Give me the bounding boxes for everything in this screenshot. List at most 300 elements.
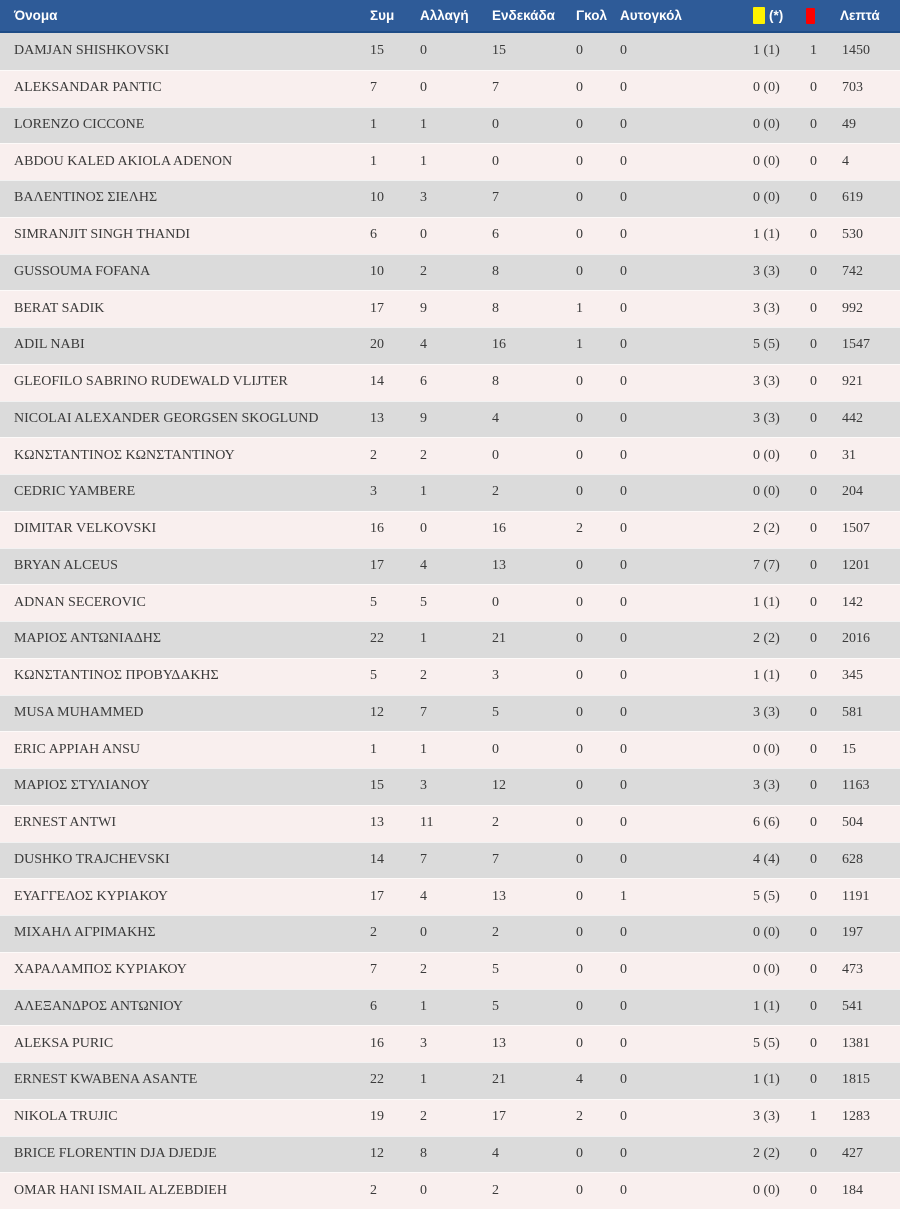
player-name[interactable]: OMAR HANI ISMAIL ALZEBDIEH — [14, 1182, 227, 1198]
cell-sub_in: 9 — [420, 410, 427, 426]
table-body — [0, 33, 900, 1209]
cell-minutes: 345 — [842, 668, 863, 684]
cell-goals: 0 — [576, 631, 583, 647]
cell-own_goals: 0 — [620, 1109, 627, 1125]
cell-starting: 17 — [492, 1109, 506, 1125]
cell-yellow: 5 (5) — [753, 337, 780, 353]
cell-starting: 0 — [492, 447, 499, 463]
table-row — [0, 878, 900, 915]
cell-apps: 5 — [370, 594, 377, 610]
player-name[interactable]: ΜΑΡΙΟΣ ΣΤΥΛΙΑΝΟΥ — [14, 778, 150, 794]
cell-goals: 1 — [576, 300, 583, 316]
cell-apps: 19 — [370, 1109, 384, 1125]
player-name[interactable]: ΧΑΡΑΛΑΜΠΟΣ ΚΥΡΙΑΚΟΥ — [14, 962, 187, 978]
cell-starting: 15 — [492, 43, 506, 59]
player-name[interactable]: BRYAN ALCEUS — [14, 557, 118, 573]
cell-starting: 4 — [492, 410, 499, 426]
cell-sub_in: 2 — [420, 962, 427, 978]
cell-goals: 0 — [576, 778, 583, 794]
table-row — [0, 1025, 900, 1062]
cell-apps: 3 — [370, 484, 377, 500]
cell-minutes: 1283 — [842, 1109, 870, 1125]
cell-red: 0 — [810, 741, 817, 757]
player-name[interactable]: ΜΑΡΙΟΣ ΑΝΤΩΝΙΑΔΗΣ — [14, 631, 162, 647]
cell-goals: 1 — [576, 337, 583, 353]
cell-sub_in: 4 — [420, 337, 427, 353]
cell-sub_in: 1 — [420, 1072, 427, 1088]
table-row — [0, 143, 900, 180]
cell-yellow: 3 (3) — [753, 410, 780, 426]
cell-apps: 22 — [370, 631, 384, 647]
cell-apps: 5 — [370, 668, 377, 684]
cell-minutes: 742 — [842, 263, 863, 279]
cell-own_goals: 0 — [620, 962, 627, 978]
cell-minutes: 2016 — [842, 631, 870, 647]
cell-minutes: 473 — [842, 962, 863, 978]
cell-red: 0 — [810, 851, 817, 867]
cell-apps: 2 — [370, 1182, 377, 1198]
cell-goals: 0 — [576, 227, 583, 243]
cell-yellow: 0 (0) — [753, 962, 780, 978]
cell-apps: 10 — [370, 190, 384, 206]
cell-goals: 0 — [576, 704, 583, 720]
cell-red: 1 — [810, 43, 817, 59]
cell-own_goals: 0 — [620, 43, 627, 59]
cell-yellow: 0 (0) — [753, 1182, 780, 1198]
column-header-minutes[interactable]: Λεπτά — [840, 8, 880, 23]
cell-yellow: 0 (0) — [753, 484, 780, 500]
player-name[interactable]: GLEOFILO SABRINO RUDEWALD VLIJTER — [14, 374, 288, 390]
cell-sub_in: 2 — [420, 447, 427, 463]
cell-own_goals: 0 — [620, 815, 627, 831]
cell-starting: 0 — [492, 594, 499, 610]
cell-own_goals: 0 — [620, 778, 627, 794]
cell-apps: 17 — [370, 888, 384, 904]
cell-starting: 8 — [492, 374, 499, 390]
player-name[interactable]: ALEKSANDAR PANTIC — [14, 80, 162, 96]
cell-goals: 0 — [576, 1182, 583, 1198]
cell-apps: 13 — [370, 410, 384, 426]
cell-starting: 2 — [492, 925, 499, 941]
cell-goals: 0 — [576, 962, 583, 978]
cell-minutes: 992 — [842, 300, 863, 316]
cell-apps: 14 — [370, 851, 384, 867]
cell-minutes: 31 — [842, 447, 856, 463]
cell-sub_in: 7 — [420, 851, 427, 867]
cell-red: 0 — [810, 80, 817, 96]
player-name[interactable]: CEDRIC YAMBERE — [14, 484, 136, 500]
cell-own_goals: 0 — [620, 1035, 627, 1051]
cell-red: 0 — [810, 778, 817, 794]
cell-minutes: 184 — [842, 1182, 863, 1198]
cell-own_goals: 0 — [620, 447, 627, 463]
cell-starting: 16 — [492, 521, 506, 537]
cell-sub_in: 11 — [420, 815, 434, 831]
player-name[interactable]: LORENZO CICCONE — [14, 116, 145, 132]
cell-red: 0 — [810, 190, 817, 206]
red-card-icon — [806, 8, 815, 24]
cell-sub_in: 0 — [420, 227, 427, 243]
table-row — [0, 364, 900, 401]
cell-apps: 6 — [370, 227, 377, 243]
player-name[interactable]: ADNAN SECEROVIC — [14, 594, 146, 610]
cell-red: 0 — [810, 962, 817, 978]
cell-goals: 0 — [576, 851, 583, 867]
player-name[interactable]: GUSSOUMA FOFANA — [14, 263, 151, 279]
cell-sub_in: 3 — [420, 778, 427, 794]
cell-apps: 6 — [370, 998, 377, 1014]
column-header-own_goals[interactable]: Αυτογκόλ — [620, 8, 682, 23]
player-name[interactable]: BERAT SADIK — [14, 300, 105, 316]
cell-apps: 12 — [370, 1145, 384, 1161]
table-row — [0, 915, 900, 952]
table-row — [0, 1172, 900, 1209]
cell-goals: 0 — [576, 410, 583, 426]
cell-yellow: 1 (1) — [753, 227, 780, 243]
cell-yellow: 3 (3) — [753, 704, 780, 720]
cell-sub_in: 0 — [420, 1182, 427, 1198]
cell-minutes: 49 — [842, 116, 856, 132]
cell-sub_in: 9 — [420, 300, 427, 316]
cell-yellow: 1 (1) — [753, 668, 780, 684]
cell-red: 0 — [810, 925, 817, 941]
cell-sub_in: 0 — [420, 80, 427, 96]
player-name[interactable]: NICOLAI ALEXANDER GEORGSEN SKOGLUND — [14, 410, 319, 426]
cell-apps: 12 — [370, 704, 384, 720]
cell-own_goals: 0 — [620, 521, 627, 537]
cell-own_goals: 0 — [620, 374, 627, 390]
cell-yellow: 3 (3) — [753, 374, 780, 390]
cell-goals: 0 — [576, 80, 583, 96]
cell-minutes: 628 — [842, 851, 863, 867]
cell-goals: 0 — [576, 888, 583, 904]
cell-red: 0 — [810, 447, 817, 463]
cell-minutes: 541 — [842, 998, 863, 1014]
cell-goals: 0 — [576, 741, 583, 757]
cell-sub_in: 7 — [420, 704, 427, 720]
cell-starting: 8 — [492, 263, 499, 279]
cell-red: 0 — [810, 1145, 817, 1161]
cell-own_goals: 0 — [620, 410, 627, 426]
cell-red: 0 — [810, 263, 817, 279]
table-row — [0, 658, 900, 695]
cell-yellow: 0 (0) — [753, 190, 780, 206]
cell-own_goals: 0 — [620, 190, 627, 206]
yellow-card-icon — [753, 7, 765, 24]
cell-apps: 15 — [370, 43, 384, 59]
cell-minutes: 1163 — [842, 778, 870, 794]
cell-starting: 21 — [492, 1072, 506, 1088]
column-header-goals[interactable]: Γκολ — [576, 8, 607, 23]
cell-red: 0 — [810, 521, 817, 537]
cell-red: 0 — [810, 1072, 817, 1088]
cell-starting: 13 — [492, 888, 506, 904]
cell-yellow: 7 (7) — [753, 557, 780, 573]
column-header-red[interactable] — [806, 8, 840, 24]
cell-goals: 4 — [576, 1072, 583, 1088]
cell-goals: 0 — [576, 1035, 583, 1051]
player-name[interactable]: ΕΥΑΓΓΕΛΟΣ ΚΥΡΙΑΚΟΥ — [14, 888, 168, 904]
cell-red: 0 — [810, 410, 817, 426]
table-row — [0, 584, 900, 621]
cell-apps: 15 — [370, 778, 384, 794]
cell-apps: 1 — [370, 153, 377, 169]
player-name[interactable]: ΜΙΧΑΗΛ ΑΓΡΙΜΑΚΗΣ — [14, 925, 156, 941]
cell-yellow: 1 (1) — [753, 1072, 780, 1088]
table-row — [0, 33, 900, 70]
table-row — [0, 254, 900, 291]
cell-yellow: 3 (3) — [753, 263, 780, 279]
cell-sub_in: 8 — [420, 1145, 427, 1161]
table-row — [0, 621, 900, 658]
cell-goals: 0 — [576, 557, 583, 573]
cell-own_goals: 0 — [620, 851, 627, 867]
cell-minutes: 504 — [842, 815, 863, 831]
table-header-row — [0, 0, 900, 33]
table-row — [0, 474, 900, 511]
cell-own_goals: 0 — [620, 704, 627, 720]
cell-starting: 2 — [492, 815, 499, 831]
column-header-label: (*) — [769, 8, 784, 23]
cell-goals: 0 — [576, 190, 583, 206]
player-name[interactable]: ADIL NABI — [14, 337, 85, 353]
cell-minutes: 4 — [842, 153, 849, 169]
player-name[interactable]: ABDOU KALED AKIOLA ADENON — [14, 153, 233, 169]
cell-red: 1 — [810, 1109, 817, 1125]
cell-minutes: 619 — [842, 190, 863, 206]
cell-minutes: 197 — [842, 925, 863, 941]
player-name[interactable]: DAMJAN SHISHKOVSKI — [14, 43, 170, 59]
table-row — [0, 842, 900, 879]
player-name[interactable]: ΚΩΝΣΤΑΝΤΙΝΟΣ ΚΩΝΣΤΑΝΤΙΝΟΥ — [14, 447, 235, 463]
cell-minutes: 15 — [842, 741, 856, 757]
column-header-sub_in[interactable]: Αλλαγή — [420, 8, 469, 23]
player-name[interactable]: NIKOLA TRUJIC — [14, 1109, 118, 1125]
column-header-name[interactable]: Όνομα — [14, 8, 58, 23]
cell-minutes: 921 — [842, 374, 863, 390]
cell-apps: 7 — [370, 80, 377, 96]
cell-red: 0 — [810, 1035, 817, 1051]
cell-red: 0 — [810, 557, 817, 573]
column-header-yellow[interactable] — [753, 7, 806, 24]
table-row — [0, 180, 900, 217]
cell-goals: 0 — [576, 594, 583, 610]
table-row — [0, 695, 900, 732]
cell-red: 0 — [810, 594, 817, 610]
cell-minutes: 204 — [842, 484, 863, 500]
cell-goals: 0 — [576, 668, 583, 684]
cell-red: 0 — [810, 888, 817, 904]
cell-red: 0 — [810, 374, 817, 390]
cell-starting: 4 — [492, 1145, 499, 1161]
cell-own_goals: 0 — [620, 153, 627, 169]
cell-yellow: 3 (3) — [753, 300, 780, 316]
cell-apps: 2 — [370, 925, 377, 941]
cell-own_goals: 0 — [620, 631, 627, 647]
player-name[interactable]: SIMRANJIT SINGH THANDI — [14, 227, 191, 243]
cell-own_goals: 0 — [620, 1072, 627, 1088]
cell-apps: 13 — [370, 815, 384, 831]
player-name[interactable]: ΑΛΕΞΑΝΔΡΟΣ ΑΝΤΩΝΙΟΥ — [14, 998, 184, 1014]
table-row — [0, 768, 900, 805]
player-name[interactable]: ΚΩΝΣΤΑΝΤΙΝΟΣ ΠΡΟΒΥΔΑΚΗΣ — [14, 668, 219, 684]
cell-starting: 13 — [492, 557, 506, 573]
cell-yellow: 2 (2) — [753, 521, 780, 537]
player-name[interactable]: ERNEST ANTWI — [14, 815, 117, 831]
cell-sub_in: 6 — [420, 374, 427, 390]
cell-starting: 0 — [492, 153, 499, 169]
cell-yellow: 0 (0) — [753, 925, 780, 941]
cell-yellow: 2 (2) — [753, 631, 780, 647]
cell-sub_in: 4 — [420, 557, 427, 573]
cell-red: 0 — [810, 704, 817, 720]
cell-apps: 10 — [370, 263, 384, 279]
cell-starting: 8 — [492, 300, 499, 316]
table-row — [0, 217, 900, 254]
cell-yellow: 3 (3) — [753, 778, 780, 794]
cell-sub_in: 4 — [420, 888, 427, 904]
cell-starting: 5 — [492, 704, 499, 720]
table-row — [0, 1136, 900, 1173]
cell-starting: 7 — [492, 190, 499, 206]
cell-yellow: 2 (2) — [753, 1145, 780, 1161]
cell-yellow: 6 (6) — [753, 815, 780, 831]
table-row — [0, 548, 900, 585]
table-row — [0, 805, 900, 842]
cell-goals: 0 — [576, 374, 583, 390]
cell-own_goals: 0 — [620, 557, 627, 573]
cell-red: 0 — [810, 153, 817, 169]
cell-starting: 16 — [492, 337, 506, 353]
player-name[interactable]: DIMITAR VELKOVSKI — [14, 521, 157, 537]
cell-sub_in: 2 — [420, 263, 427, 279]
cell-own_goals: 0 — [620, 80, 627, 96]
cell-minutes: 581 — [842, 704, 863, 720]
cell-yellow: 1 (1) — [753, 43, 780, 59]
cell-minutes: 1191 — [842, 888, 870, 904]
cell-starting: 7 — [492, 80, 499, 96]
cell-sub_in: 1 — [420, 153, 427, 169]
player-name[interactable]: ERIC APPIAH ANSU — [14, 741, 141, 757]
table-row — [0, 437, 900, 474]
player-name[interactable]: BRICE FLORENTIN DJA DJEDJE — [14, 1145, 217, 1161]
cell-yellow: 3 (3) — [753, 1109, 780, 1125]
table-row — [0, 511, 900, 548]
cell-goals: 2 — [576, 521, 583, 537]
cell-sub_in: 1 — [420, 116, 427, 132]
cell-apps: 1 — [370, 741, 377, 757]
player-name[interactable]: MUSA MUHAMMED — [14, 704, 144, 720]
cell-starting: 5 — [492, 962, 499, 978]
cell-starting: 12 — [492, 778, 506, 794]
cell-goals: 0 — [576, 925, 583, 941]
cell-apps: 16 — [370, 521, 384, 537]
player-name[interactable]: DUSHKO TRAJCHEVSKI — [14, 851, 170, 867]
cell-own_goals: 0 — [620, 227, 627, 243]
cell-sub_in: 1 — [420, 484, 427, 500]
cell-sub_in: 0 — [420, 43, 427, 59]
cell-yellow: 1 (1) — [753, 594, 780, 610]
cell-minutes: 1201 — [842, 557, 870, 573]
cell-minutes: 1507 — [842, 521, 870, 537]
cell-minutes: 142 — [842, 594, 863, 610]
cell-sub_in: 3 — [420, 1035, 427, 1051]
cell-starting: 0 — [492, 741, 499, 757]
cell-own_goals: 0 — [620, 741, 627, 757]
cell-own_goals: 0 — [620, 998, 627, 1014]
player-name[interactable]: ΒΑΛΕΝΤΙΝΟΣ ΣΙΕΛΗΣ — [14, 190, 158, 206]
cell-goals: 0 — [576, 153, 583, 169]
table-row — [0, 401, 900, 438]
cell-sub_in: 0 — [420, 925, 427, 941]
cell-own_goals: 0 — [620, 668, 627, 684]
cell-minutes: 1381 — [842, 1035, 870, 1051]
cell-apps: 17 — [370, 557, 384, 573]
cell-apps: 17 — [370, 300, 384, 316]
cell-yellow: 5 (5) — [753, 888, 780, 904]
cell-minutes: 1450 — [842, 43, 870, 59]
cell-yellow: 0 (0) — [753, 153, 780, 169]
column-header-starting[interactable]: Ενδεκάδα — [492, 8, 555, 23]
cell-sub_in: 1 — [420, 631, 427, 647]
cell-starting: 3 — [492, 668, 499, 684]
cell-starting: 21 — [492, 631, 506, 647]
cell-sub_in: 0 — [420, 521, 427, 537]
player-name[interactable]: ALEKSA PURIC — [14, 1035, 114, 1051]
cell-own_goals: 0 — [620, 594, 627, 610]
cell-apps: 22 — [370, 1072, 384, 1088]
cell-minutes: 1815 — [842, 1072, 870, 1088]
cell-minutes: 442 — [842, 410, 863, 426]
cell-own_goals: 0 — [620, 1145, 627, 1161]
cell-goals: 0 — [576, 447, 583, 463]
cell-apps: 7 — [370, 962, 377, 978]
cell-minutes: 427 — [842, 1145, 863, 1161]
cell-sub_in: 2 — [420, 1109, 427, 1125]
cell-red: 0 — [810, 300, 817, 316]
cell-own_goals: 0 — [620, 484, 627, 500]
cell-red: 0 — [810, 815, 817, 831]
column-header-apps[interactable]: Συμ — [370, 8, 395, 23]
cell-own_goals: 0 — [620, 263, 627, 279]
cell-own_goals: 0 — [620, 300, 627, 316]
table-row — [0, 327, 900, 364]
cell-goals: 0 — [576, 815, 583, 831]
player-name[interactable]: ERNEST KWABENA ASANTE — [14, 1072, 198, 1088]
cell-yellow: 0 (0) — [753, 447, 780, 463]
cell-minutes: 1547 — [842, 337, 870, 353]
table-row — [0, 952, 900, 989]
cell-starting: 0 — [492, 116, 499, 132]
cell-starting: 5 — [492, 998, 499, 1014]
cell-own_goals: 0 — [620, 116, 627, 132]
cell-sub_in: 1 — [420, 998, 427, 1014]
cell-apps: 1 — [370, 116, 377, 132]
cell-sub_in: 2 — [420, 668, 427, 684]
cell-apps: 2 — [370, 447, 377, 463]
cell-goals: 0 — [576, 484, 583, 500]
table-row — [0, 989, 900, 1026]
cell-sub_in: 3 — [420, 190, 427, 206]
cell-sub_in: 1 — [420, 741, 427, 757]
cell-own_goals: 0 — [620, 1182, 627, 1198]
cell-minutes: 703 — [842, 80, 863, 96]
cell-red: 0 — [810, 116, 817, 132]
cell-starting: 2 — [492, 484, 499, 500]
table-row — [0, 1062, 900, 1099]
cell-starting: 2 — [492, 1182, 499, 1198]
table-row — [0, 1099, 900, 1136]
